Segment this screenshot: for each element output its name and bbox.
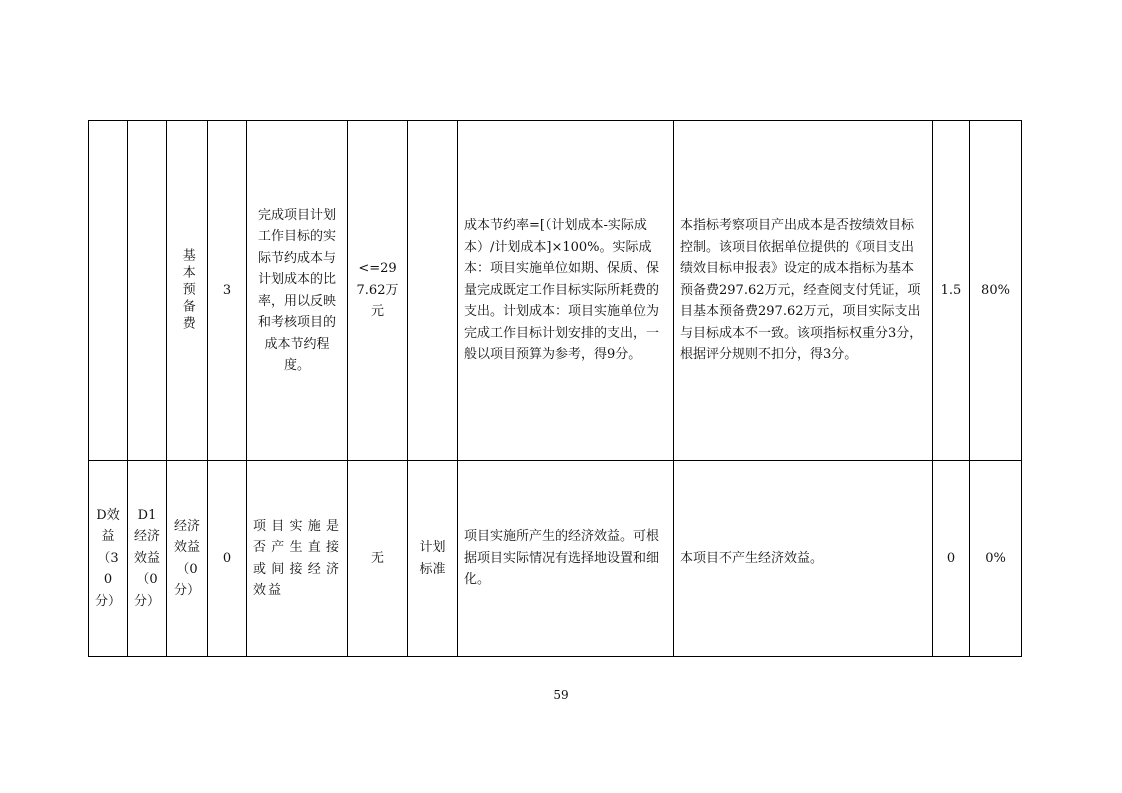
review-cell bbox=[674, 121, 933, 461]
scoring-method: 项目实施所产生的经济效益。可根据项目实际情况有选择地设置和细化。 bbox=[464, 529, 660, 588]
target-value-cell bbox=[348, 461, 408, 657]
table-row bbox=[89, 461, 1022, 657]
level2-indicator-cell bbox=[128, 461, 167, 657]
rate-cell bbox=[970, 121, 1022, 461]
review-text: 本指标考察项目产出成本是否按绩效目标控制。该项目依据单位提供的《项目支出绩效目标申报表》设定的成本指标为基本预备费297.62万元，经查阅支付凭证，项目基本预备费297.62万元，项目实际支出与目标成本不一致。该项指标权重分3分，根据评分规则不扣分，得3分。 bbox=[680, 218, 923, 363]
indicator-name: 基本预备费 bbox=[179, 248, 195, 333]
target-value: 无 bbox=[370, 550, 384, 566]
weight-value: 3 bbox=[222, 282, 232, 298]
evaluation-table bbox=[88, 120, 1022, 657]
weight-value: 0 bbox=[222, 550, 232, 566]
evaluation-standard: 计划标准 bbox=[419, 540, 446, 577]
review-text: 本项目不产生经济效益。 bbox=[680, 550, 824, 566]
rate-value: 80% bbox=[981, 282, 1010, 298]
scoring-method-cell bbox=[458, 461, 674, 657]
score-cell bbox=[933, 461, 970, 657]
weight-cell bbox=[208, 461, 247, 657]
evaluation-standard-cell bbox=[408, 121, 458, 461]
indicator-description: 项目实施是否产生直接或间接经济效益 bbox=[253, 518, 341, 598]
weight-cell bbox=[208, 121, 247, 461]
level1-indicator-cell bbox=[89, 121, 128, 461]
target-value: <=297.62万元 bbox=[356, 261, 399, 320]
review-cell bbox=[674, 461, 933, 657]
page-number: 59 bbox=[553, 688, 569, 702]
rate-cell bbox=[970, 461, 1022, 657]
level1-indicator-cell bbox=[89, 461, 128, 657]
indicator-description-cell bbox=[247, 121, 348, 461]
level2-indicator-cell bbox=[128, 121, 167, 461]
indicator-description: 完成项目计划工作目标的实际节约成本与计划成本的比率，用以反映和考核项目的成本节约程度。 bbox=[257, 207, 336, 373]
level3-indicator-cell bbox=[167, 461, 208, 657]
score-cell bbox=[933, 121, 970, 461]
level3-indicator-cell bbox=[167, 121, 208, 461]
level3-indicator: 经济效益（0分） bbox=[173, 518, 200, 598]
rate-value: 0% bbox=[985, 550, 1006, 566]
score-value: 0 bbox=[946, 550, 956, 566]
evaluation-standard-cell bbox=[408, 461, 458, 657]
indicator-description-cell bbox=[247, 461, 348, 657]
score-value: 1.5 bbox=[940, 282, 962, 298]
level1-indicator: D效益（30分） bbox=[95, 507, 122, 609]
table-row bbox=[89, 121, 1022, 461]
target-value-cell bbox=[348, 121, 408, 461]
scoring-method-cell bbox=[458, 121, 674, 461]
level2-indicator: D1经济效益（0分） bbox=[134, 507, 161, 609]
scoring-method: 成本节约率=[（计划成本-实际成本）/计划成本]×100%。实际成本：项目实施单位如期、保质、保量完成既定工作目标实际所耗费的支出。计划成本：项目实施单位为完成工作目标计划安排的支出，一般以项目预算为参考，得9分。 bbox=[464, 218, 660, 363]
